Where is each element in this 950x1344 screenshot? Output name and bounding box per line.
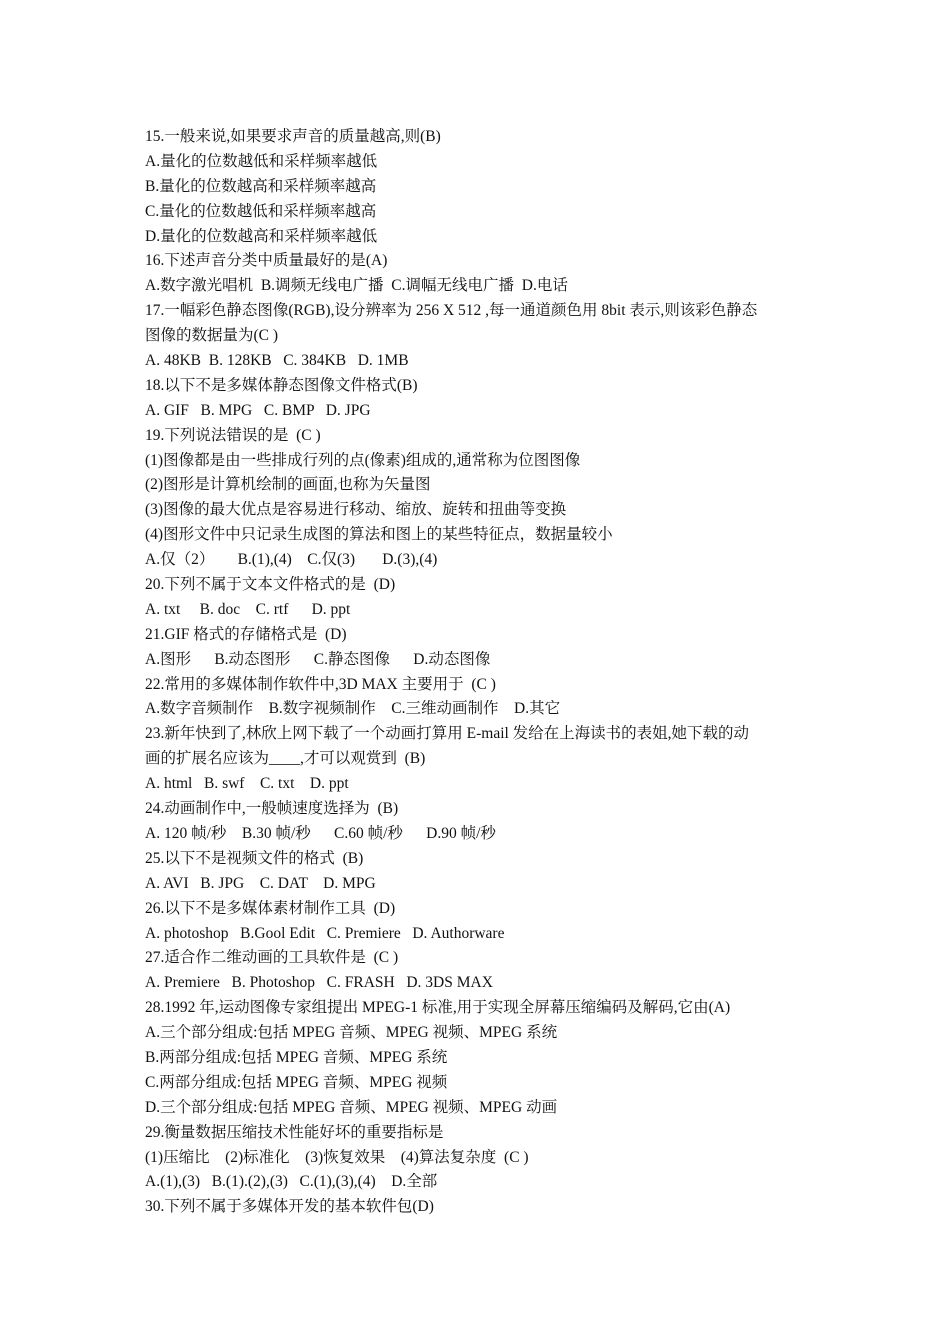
question-22-options: A.数字音频制作 B.数字视频制作 C.三维动画制作 D.其它	[145, 700, 561, 718]
question-28-stem: 28.1992 年,运动图像专家组提出 MPEG-1 标准,用于实现全屏幕压缩编码及解码,它由(A)	[145, 999, 731, 1017]
question-18-options: A. GIF B. MPG C. BMP D. JPG	[145, 401, 371, 419]
question-21-options: A.图形 B.动态图形 C.静态图像 D.动态图像	[145, 650, 491, 668]
question-29-options: A.(1),(3) B.(1).(2),(3) C.(1),(3),(4) D.全部	[145, 1173, 438, 1191]
question-29-criteria: (1)压缩比 (2)标准化 (3)恢复效果 (4)算法复杂度 (C )	[145, 1148, 529, 1166]
question-15-stem: 15.一般来说,如果要求声音的质量越高,则(B)	[145, 128, 441, 145]
question-23-stem: 23.新年快到了,林欣上网下载了一个动画打算用 E-mail 发给在上海读书的表姐,她下载的动	[145, 725, 750, 743]
question-17-stem-cont: 图像的数据量为(C )	[145, 327, 279, 345]
question-23-options: A. html B. swf C. txt D. ppt	[145, 775, 349, 793]
question-19-statement-1: (1)图像都是由一些排成行列的点(像素)组成的,通常称为位图图像	[145, 451, 581, 469]
question-29-stem: 29.衡量数据压缩技术性能好坏的重要指标是	[145, 1123, 444, 1141]
question-19-statement-2: (2)图形是计算机绘制的画面,也称为矢量图	[145, 476, 431, 494]
question-26-stem: 26.以下不是多媒体素材制作工具 (D)	[145, 899, 396, 917]
question-30-stem: 30.下列不属于多媒体开发的基本软件包(D)	[145, 1198, 434, 1216]
question-19-options: A.仅（2） B.(1),(4) C.仅(3) D.(3),(4)	[145, 551, 438, 569]
question-17-stem: 17.一幅彩色静态图像(RGB),设分辨率为 256 X 512 ,每一通道颜色用 8bit 表示,则该彩色静态	[145, 302, 758, 320]
question-16-stem: 16.下述声音分类中质量最好的是(A)	[145, 252, 388, 270]
question-15-option-c: C.量化的位数越低和采样频率越高	[145, 202, 377, 220]
question-15-option-b: B.量化的位数越高和采样频率越高	[145, 177, 377, 195]
question-15-option-a: A.量化的位数越低和采样频率越低	[145, 152, 378, 170]
question-28-option-b: B.两部分组成:包括 MPEG 音频、MPEG 系统	[145, 1048, 448, 1066]
question-18-stem: 18.以下不是多媒体静态图像文件格式(B)	[145, 376, 418, 394]
question-28-option-a: A.三个部分组成:包括 MPEG 音频、MPEG 视频、MPEG 系统	[145, 1024, 558, 1042]
question-28-option-d: D.三个部分组成:包括 MPEG 音频、MPEG 视频、MPEG 动画	[145, 1098, 558, 1116]
question-26-options: A. photoshop B.Gool Edit C. Premiere D. Authorware	[145, 924, 505, 942]
question-20-stem: 20.下列不属于文本文件格式的是 (D)	[145, 576, 396, 594]
question-20-options: A. txt B. doc C. rtf D. ppt	[145, 600, 351, 618]
question-list	[145, 125, 825, 1220]
question-22-stem: 22.常用的多媒体制作软件中,3D MAX 主要用于 (C )	[145, 675, 496, 693]
question-25-options: A. AVI B. JPG C. DAT D. MPG	[145, 874, 376, 892]
question-23-stem-cont: 画的扩展名应该为____,才可以观赏到 (B)	[145, 750, 426, 768]
question-17-options: A. 48KB B. 128KB C. 384KB D. 1MB	[145, 352, 409, 370]
question-25-stem: 25.以下不是视频文件的格式 (B)	[145, 849, 364, 867]
question-24-stem: 24.动画制作中,一般帧速度选择为 (B)	[145, 800, 399, 818]
question-19-stem: 19.下列说法错误的是 (C )	[145, 426, 321, 444]
question-27-options: A. Premiere B. Photoshop C. FRASH D. 3DS MAX	[145, 974, 493, 992]
question-19-statement-4: (4)图形文件中只记录生成图的算法和图上的某些特征点，数据量较小	[145, 526, 613, 544]
question-19-statement-3: (3)图像的最大优点是容易进行移动、缩放、旋转和扭曲等变换	[145, 501, 567, 519]
question-21-stem: 21.GIF 格式的存储格式是 (D)	[145, 625, 347, 643]
question-24-options: A. 120 帧/秒 B.30 帧/秒 C.60 帧/秒 D.90 帧/秒	[145, 824, 496, 842]
question-16-options: A.数字激光唱机 B.调频无线电广播 C.调幅无线电广播 D.电话	[145, 277, 568, 295]
question-27-stem: 27.适合作二维动画的工具软件是 (C )	[145, 949, 399, 967]
question-28-option-c: C.两部分组成:包括 MPEG 音频、MPEG 视频	[145, 1073, 448, 1091]
question-15-option-d: D.量化的位数越高和采样频率越低	[145, 227, 378, 245]
